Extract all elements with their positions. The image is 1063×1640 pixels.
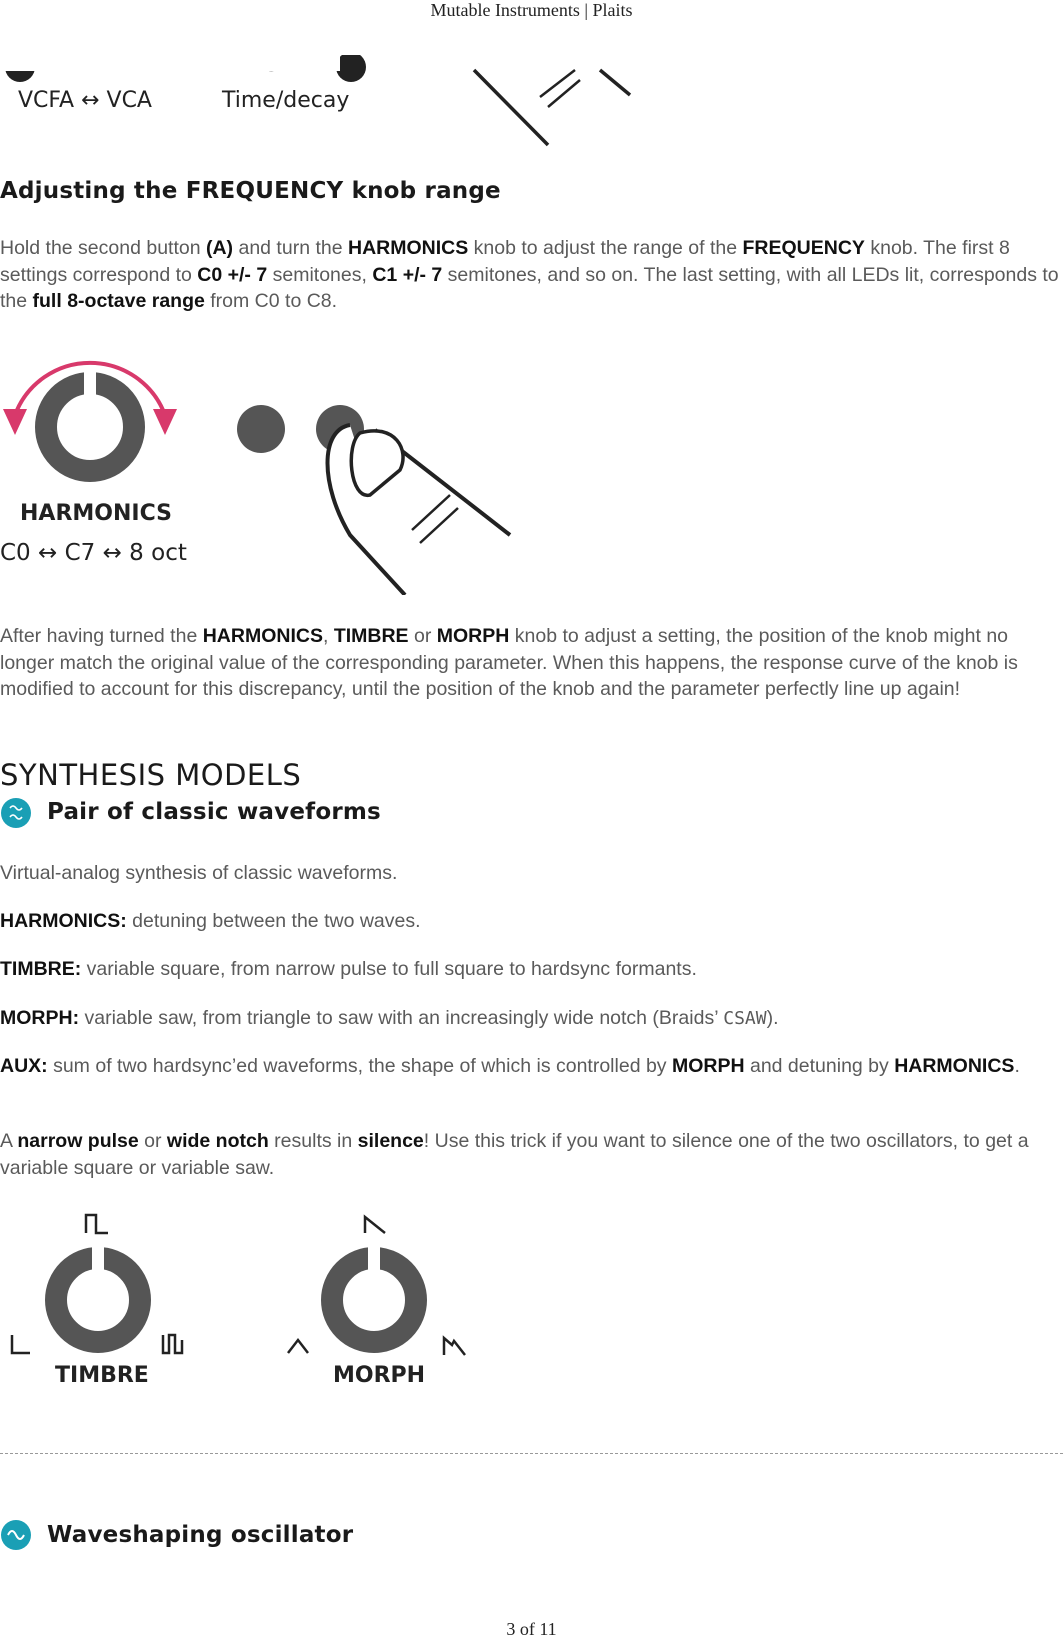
- pulse-wave-icon: [86, 1215, 108, 1233]
- saw-wave-icon: [365, 1217, 385, 1233]
- page-header: Mutable Instruments | Plaits: [430, 0, 633, 20]
- led-a-icon: [237, 405, 285, 453]
- model1-aux: AUX: sum of two hardsync’ed waveforms, the shape of which is controlled by MORPH and detuning by HARMONICS.: [0, 1055, 1020, 1077]
- top-figure: [0, 55, 640, 150]
- harmonics-figure: [0, 345, 520, 595]
- triangle-wave-icon: [288, 1340, 308, 1353]
- model1-timbre: TIMBRE: variable square, from narrow pulse to full square to hardsync formants.: [0, 958, 697, 980]
- page-footer: 3 of 11: [506, 1619, 557, 1639]
- classic-waveforms-icon: [0, 796, 34, 830]
- waveshaping-icon: [0, 1518, 34, 1552]
- morph-knob-label: MORPH: [333, 1363, 426, 1388]
- model1-trick: A narrow pulse or wide notch results in silence! Use this trick if you want to silence one of the two oscillators, to get a variable square or variable saw.: [0, 1130, 1029, 1179]
- model1-harmonics: HARMONICS: detuning between the two waves.: [0, 910, 421, 932]
- timbre-sub: VCFA ↔ VCA: [18, 88, 152, 113]
- model2-title: Waveshaping oscillator: [47, 1522, 354, 1548]
- morph-sub: Time/decay: [222, 88, 350, 113]
- narrow-pulse-icon: [12, 1335, 30, 1353]
- model1-title: Pair of classic waveforms: [47, 799, 381, 825]
- section-divider: [0, 1453, 1063, 1454]
- harmonics-knob-sub: C0 ↔ C7 ↔ 8 oct: [0, 540, 187, 566]
- after-paragraph: After having turned the HARMONICS, TIMBRE or MORPH knob to adjust a setting, the position of the knob might no longer match the original value of the corresponding parameter. When this happens, the response curve of the knob is modified to account for this discrepancy, until the position of the knob and the parameter perfectly line up again!: [0, 625, 1018, 700]
- formant-wave-icon: [163, 1335, 182, 1353]
- freq-heading: Adjusting the FREQUENCY knob range: [0, 178, 501, 204]
- morph-badge-icon: [336, 55, 366, 82]
- timbre-knob-label: TIMBRE: [55, 1363, 149, 1388]
- finger-icon: [474, 70, 548, 145]
- harmonics-knob-label: HARMONICS: [20, 501, 172, 526]
- notched-saw-icon: [444, 1338, 465, 1355]
- model1-intro: Virtual-analog synthesis of classic waveforms.: [0, 862, 398, 884]
- synthesis-title: SYNTHESIS MODELS: [0, 758, 302, 792]
- freq-paragraph: Hold the second button (A) and turn the HARMONICS knob to adjust the range of the FREQUENCY knob. The first 8 settings correspond to C0 +/- 7 semitones, C1 +/- 7 semitones, and so on. The last setting, with all LEDs lit, corresponds to the full 8-octave range from C0 to C8.: [0, 237, 1059, 312]
- model1-morph: MORPH: variable saw, from triangle to saw with an increasingly wide notch (Braids’ CSAW).: [0, 1007, 779, 1029]
- timbre-morph-figure: [0, 1205, 480, 1405]
